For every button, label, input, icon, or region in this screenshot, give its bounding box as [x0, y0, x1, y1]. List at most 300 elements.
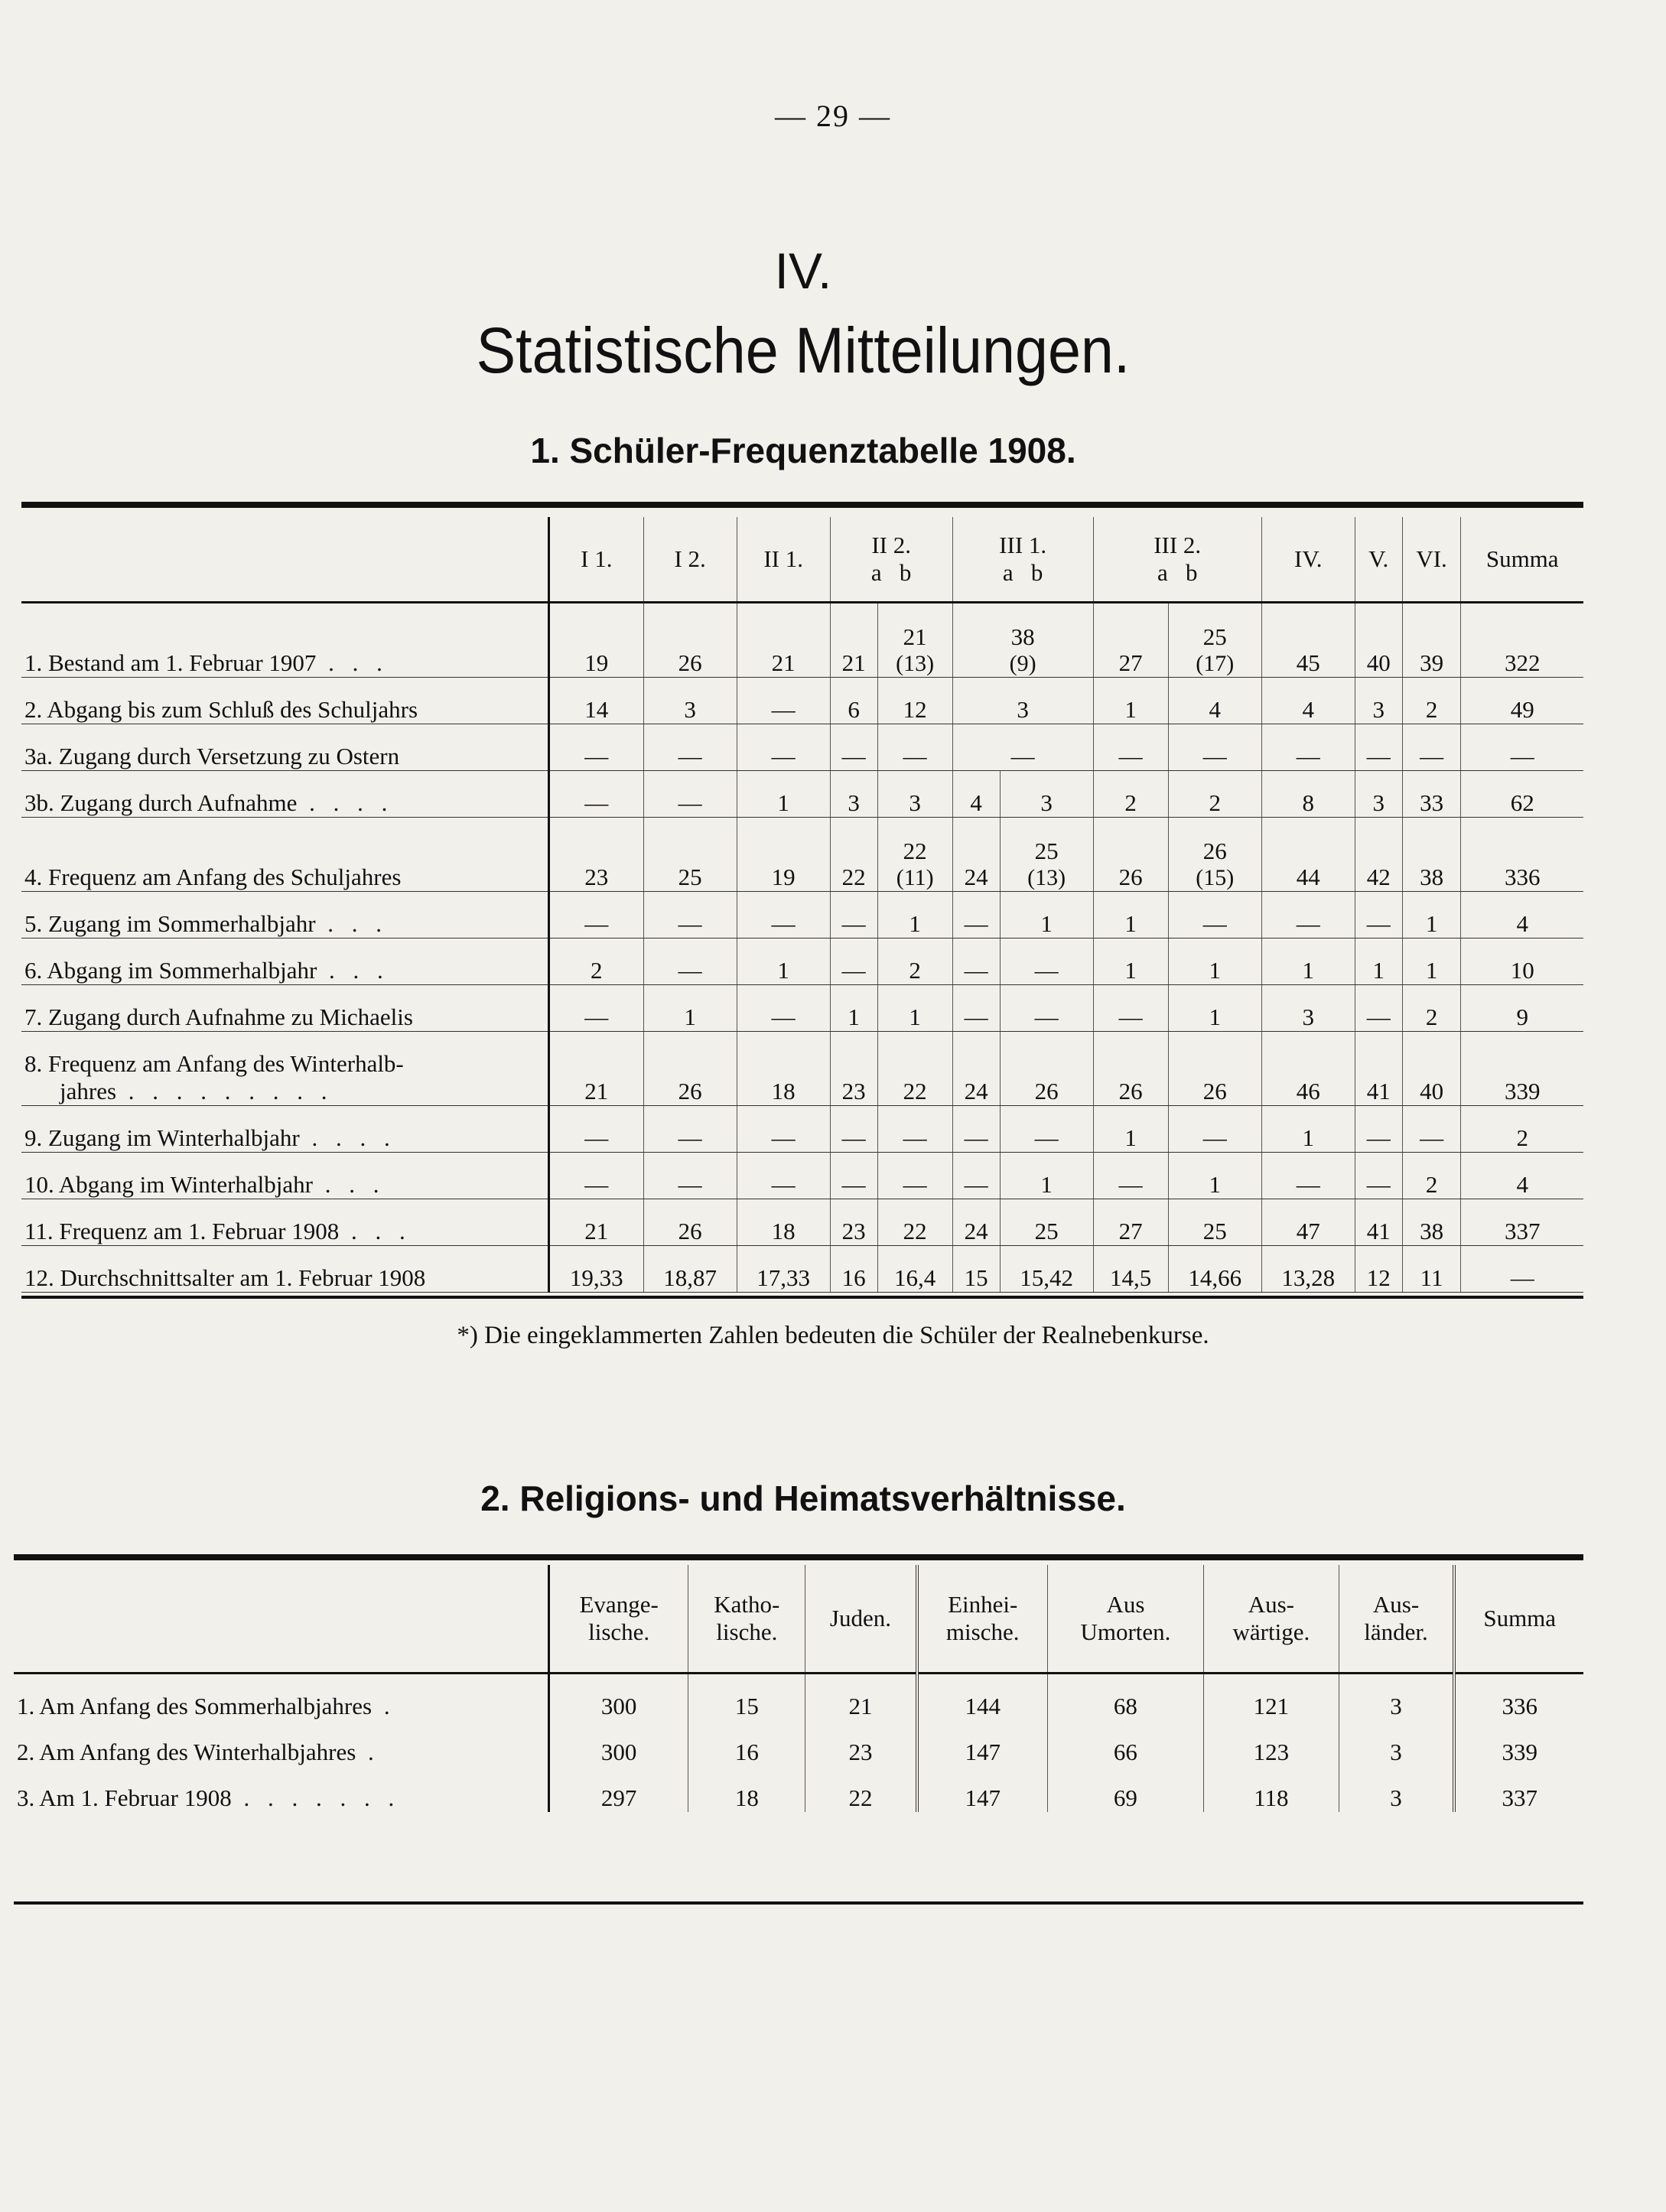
cell-value: 3: [848, 789, 860, 816]
table-cell: [643, 1106, 737, 1153]
table-cell: [643, 892, 737, 938]
cell-value: 18: [771, 1218, 796, 1244]
table-cell: 147: [917, 1766, 1048, 1812]
table-row: [21, 724, 1583, 771]
cell-value: —: [678, 789, 702, 816]
cell-value: —: [1034, 1004, 1059, 1030]
table-cell: [1000, 818, 1093, 892]
col-header-iii1: III 1. a b: [952, 517, 1093, 603]
rel-header-umorten: Aus Umorten.: [1047, 1565, 1203, 1674]
row-label: [21, 1199, 549, 1246]
table-cell: 144: [917, 1674, 1048, 1721]
table-cell: [737, 724, 830, 771]
table-cell: [549, 1153, 644, 1199]
cell-value: 12: [903, 696, 927, 723]
table-row: [21, 892, 1583, 938]
table-cell: [549, 985, 644, 1032]
cell-value: 14,5: [1110, 1264, 1152, 1291]
cell-value: 22: [903, 838, 927, 864]
table-cell: [1000, 892, 1093, 938]
cell-value: 1: [1209, 1171, 1221, 1198]
cell-value: 11: [1420, 1264, 1443, 1291]
table-cell: [877, 1199, 952, 1246]
cell-value: 47: [1296, 1218, 1320, 1244]
cell-value: —: [841, 910, 866, 937]
table-cell: [877, 1246, 952, 1293]
table-cell: [877, 985, 952, 1032]
cell-value: 14: [584, 696, 609, 723]
row-label: [21, 818, 549, 892]
cell-value: 1: [777, 789, 789, 816]
table-cell: 68: [1047, 1674, 1203, 1721]
cell-value: 24: [964, 864, 988, 890]
leader-dots: . . .: [315, 910, 389, 937]
table-cell: [1093, 818, 1168, 892]
cell-value: —: [584, 789, 609, 816]
cell-value: 1: [1425, 957, 1438, 984]
col-header-iv: IV.: [1261, 517, 1355, 603]
cell-value: —: [1118, 1004, 1143, 1030]
table-cell: [737, 1032, 830, 1106]
table-cell: [549, 1246, 644, 1293]
leader-dots: .: [356, 1739, 380, 1765]
table-cell: 300: [549, 1720, 688, 1766]
cell-value: 4: [1516, 1171, 1528, 1198]
table-cell: [877, 818, 952, 892]
table-cell: [830, 724, 877, 771]
table-cell: [1168, 1246, 1261, 1293]
table-cell: [1093, 1032, 1168, 1106]
table-cell: [1168, 1153, 1261, 1199]
table-cell: [643, 603, 737, 678]
leader-dots: . . .: [313, 1171, 386, 1198]
table-cell: [1355, 892, 1402, 938]
cell-value: 21: [584, 1218, 609, 1244]
table-cell: [952, 724, 1093, 771]
table-cell: 339: [1502, 1739, 1537, 1765]
table-cell: 15: [688, 1674, 805, 1721]
row-label: [21, 1106, 549, 1153]
cell-value: 25: [678, 864, 702, 890]
table-cell: [830, 678, 877, 724]
table-row: [14, 1720, 1583, 1766]
table-cell: [1168, 678, 1261, 724]
cell-value: 2: [1425, 1004, 1438, 1030]
row-label-text: 4. Frequenz am Anfang des Schuljahres: [24, 864, 402, 890]
leader-dots: . . .: [339, 1218, 412, 1244]
cell-value: —: [1010, 743, 1035, 769]
table-cell: [1093, 1153, 1168, 1199]
row-label: [21, 985, 549, 1032]
section-1-title: 1. Schüler-Frequenztabelle 1908.: [530, 431, 1076, 470]
table-cell: [737, 1199, 830, 1246]
cell-value: 18,87: [663, 1264, 717, 1291]
cell-value: —: [678, 957, 702, 984]
top-rule: [21, 502, 1583, 508]
row-label: [14, 1720, 549, 1766]
cell-value: 24: [964, 1078, 988, 1104]
table-cell: [1168, 1199, 1261, 1246]
cell-value: 26: [1202, 838, 1227, 864]
cell-value: 33: [1420, 789, 1444, 816]
cell-value: —: [584, 743, 609, 769]
row-label-text: 3b. Zugang durch Aufnahme: [24, 789, 298, 816]
cell-value: —: [1366, 1124, 1391, 1151]
table-cell: [1355, 603, 1402, 678]
rel-header-auswaertig: Aus- wärtige.: [1204, 1565, 1339, 1674]
cell-value: 19: [584, 649, 609, 676]
table-row: [14, 1766, 1583, 1812]
cell-value: 4: [1302, 696, 1314, 723]
table-cell: [643, 678, 737, 724]
table-cell: 23: [805, 1720, 917, 1766]
cell-value: 27: [1118, 1218, 1143, 1244]
table-cell: [1402, 985, 1461, 1032]
table-cell: [1461, 938, 1583, 985]
table-row: [21, 1032, 1583, 1106]
cell-value: —: [678, 1171, 702, 1198]
cell-value: 27: [1118, 649, 1143, 676]
table-cell: [952, 603, 1093, 678]
rel-header-summa: Summa: [1454, 1565, 1583, 1674]
page-number: — 29 —: [775, 99, 891, 133]
cell-value: 38: [1010, 623, 1035, 650]
table-row: [14, 1674, 1583, 1721]
cell-value: 2: [1425, 1171, 1438, 1198]
cell-value: 2: [1209, 789, 1221, 816]
table-cell: [1261, 892, 1355, 938]
table-cell: [1261, 603, 1355, 678]
cell-value: 3: [909, 789, 921, 816]
table-cell: [643, 1199, 737, 1246]
chapter-title: Statistische Mitteilungen.: [476, 314, 1131, 386]
table-cell: [643, 1032, 737, 1106]
leader-dots: . . . .: [299, 1124, 396, 1151]
table-cell: [1000, 1199, 1093, 1246]
cell-value: 1: [777, 957, 789, 984]
leader-dots: . . . . . . . . .: [116, 1078, 334, 1104]
table-cell: [1093, 985, 1168, 1032]
table-cell: [830, 771, 877, 818]
cell-value: —: [1366, 1004, 1391, 1030]
col-header-ii2: II 2. a b: [830, 517, 952, 603]
cell-value: —: [771, 1171, 796, 1198]
table-cell: [1093, 1246, 1168, 1293]
cell-value: 26: [1118, 864, 1143, 890]
cell-value: 1: [909, 910, 921, 937]
cell-value: 40: [1420, 1078, 1444, 1104]
table-cell: [1261, 1246, 1355, 1293]
cell-value: 13,28: [1281, 1264, 1336, 1291]
cell-value: 1: [1124, 910, 1137, 937]
row-label-continuation: jahres: [60, 1078, 117, 1104]
row-label: [21, 678, 549, 724]
cell-value: —: [1034, 957, 1059, 984]
cell-subvalue: (13): [896, 651, 935, 676]
row-label: [21, 724, 549, 771]
table-cell: [737, 1153, 830, 1199]
cell-value: 4: [1209, 696, 1221, 723]
table-cell: [1461, 1199, 1583, 1246]
table-cell: [737, 938, 830, 985]
cell-value: 4: [1516, 910, 1528, 937]
cell-value: 3: [684, 696, 696, 723]
col-header-v: V.: [1355, 517, 1402, 603]
table-cell: [1000, 1153, 1093, 1199]
table-row: [21, 985, 1583, 1032]
table-cell: [877, 724, 952, 771]
table-cell: [1402, 678, 1461, 724]
row-label-text: 8. Frequenz am Anfang des Winterhalb-: [24, 1050, 404, 1077]
table-cell: [1168, 724, 1261, 771]
row-label-text: 2. Abgang bis zum Schluß des Schuljahrs: [24, 696, 418, 723]
cell-value: —: [678, 743, 702, 769]
cell-value: 26: [1202, 1078, 1227, 1104]
table-cell: [1000, 1032, 1093, 1106]
cell-value: 39: [1420, 649, 1444, 676]
cell-value: 2: [1516, 1124, 1528, 1151]
table-cell: [1402, 603, 1461, 678]
row-label: [21, 1032, 549, 1106]
cell-value: 22: [903, 1078, 927, 1104]
cell-value: 16: [841, 1264, 866, 1291]
cell-value: —: [678, 1124, 702, 1151]
cell-value: —: [964, 957, 988, 984]
table-cell: [1461, 1106, 1583, 1153]
cell-value: 25: [1202, 623, 1227, 650]
col-header-summa: Summa: [1461, 517, 1583, 603]
row-label-text: 1. Am Anfang des Sommerhalbjahres: [17, 1693, 373, 1719]
cell-value: 41: [1366, 1078, 1391, 1104]
table-cell: [1355, 1246, 1402, 1293]
table-row: [21, 938, 1583, 985]
leader-dots: . . . . . . .: [231, 1784, 401, 1811]
cell-value: 21: [771, 649, 796, 676]
cell-value: 1: [1124, 957, 1137, 984]
cell-value: 8: [1302, 789, 1314, 816]
table-cell: [1261, 1153, 1355, 1199]
table-cell: [1355, 771, 1402, 818]
cell-value: —: [1034, 1124, 1059, 1151]
cell-value: 22: [841, 864, 866, 890]
table-cell: [830, 1032, 877, 1106]
table-cell: 3: [1339, 1766, 1454, 1812]
table-cell: [643, 1246, 737, 1293]
row-label: [21, 1246, 549, 1293]
cell-value: —: [584, 1171, 609, 1198]
table-cell: [877, 771, 952, 818]
frequency-header-row: [21, 517, 1583, 603]
table-cell: [1261, 985, 1355, 1032]
cell-value: —: [771, 1124, 796, 1151]
table-cell: [952, 1199, 1000, 1246]
table-cell: [737, 771, 830, 818]
cell-value: 21: [841, 649, 866, 676]
table-cell: 123: [1204, 1720, 1339, 1766]
table-cell: [1402, 724, 1461, 771]
cell-value: —: [1118, 743, 1143, 769]
table-row: [21, 771, 1583, 818]
table-cell: [1093, 1106, 1168, 1153]
cell-value: —: [1296, 910, 1320, 937]
table-cell: [643, 985, 737, 1032]
cell-value: 336: [1504, 864, 1541, 890]
cell-value: —: [964, 910, 988, 937]
cell-value: —: [1296, 1171, 1320, 1198]
cell-value: 38: [1420, 1218, 1444, 1244]
cell-value: 1: [1040, 1171, 1053, 1198]
cell-value: 1: [909, 1004, 921, 1030]
table-row: [21, 1246, 1583, 1293]
table-cell: [1093, 724, 1168, 771]
cell-value: 40: [1366, 649, 1391, 676]
cell-value: 10: [1510, 957, 1534, 984]
table-cell: [1000, 1106, 1093, 1153]
table-cell: [1355, 678, 1402, 724]
table-cell: 118: [1204, 1766, 1339, 1812]
col-header-i2: I 2.: [643, 517, 737, 603]
table-cell: [1461, 818, 1583, 892]
row-label-text: 7. Zugang durch Aufnahme zu Michaelis: [24, 1004, 413, 1030]
table-cell: [1355, 938, 1402, 985]
table-cell: [549, 818, 644, 892]
row-label: [21, 892, 549, 938]
table-cell: [952, 1153, 1000, 1199]
table-cell: [1461, 724, 1583, 771]
table-cell: [1168, 771, 1261, 818]
table-cell: 3: [1339, 1674, 1454, 1721]
cell-value: 1: [684, 1004, 696, 1030]
table-cell: [952, 818, 1000, 892]
table-cell: [1461, 1032, 1583, 1106]
row-label: [14, 1766, 549, 1812]
cell-value: —: [964, 1171, 988, 1198]
cell-subvalue: (9): [1009, 651, 1036, 676]
cell-value: 3: [1040, 789, 1053, 816]
cell-value: 14,66: [1188, 1264, 1242, 1291]
cell-value: 44: [1296, 864, 1320, 890]
table-cell: [1000, 985, 1093, 1032]
table-cell: [1461, 892, 1583, 938]
table-cell: [877, 1106, 952, 1153]
rel-header-juden: Juden.: [805, 1565, 917, 1674]
table-cell: [1093, 771, 1168, 818]
table-cell: [1000, 1246, 1093, 1293]
cell-value: —: [584, 910, 609, 937]
cell-subvalue: (17): [1196, 651, 1235, 676]
table-row: [21, 603, 1583, 678]
table-row: [21, 1199, 1583, 1246]
cell-value: 1: [1209, 957, 1221, 984]
row-label: [21, 938, 549, 985]
table-cell: [1355, 1153, 1402, 1199]
rel-header-evangelisch: Evange- lische.: [549, 1565, 688, 1674]
table-cell: [952, 678, 1093, 724]
table-cell: [1355, 1106, 1402, 1153]
table-cell: [877, 1153, 952, 1199]
rel-header-einheimisch: Einhei- mische.: [917, 1565, 1048, 1674]
table-cell: [830, 603, 877, 678]
frequency-table: [21, 517, 1583, 1293]
cell-value: 1: [1124, 1124, 1137, 1151]
cell-value: 15: [964, 1264, 988, 1291]
col-header-i1: I 1.: [549, 517, 644, 603]
cell-value: —: [841, 1171, 866, 1198]
table-cell: [737, 1246, 830, 1293]
col-header-ii1: II 1.: [737, 517, 830, 603]
cell-value: 4: [970, 789, 982, 816]
table-cell: 3: [1339, 1720, 1454, 1766]
row-label-text: 5. Zugang im Sommerhalbjahr: [24, 910, 316, 937]
cell-subvalue: (15): [1196, 865, 1235, 890]
cell-value: 23: [841, 1078, 866, 1104]
cell-value: 24: [964, 1218, 988, 1244]
cell-value: —: [1296, 743, 1320, 769]
cell-value: 2: [1124, 789, 1137, 816]
cell-value: 18: [771, 1078, 796, 1104]
cell-value: 6: [848, 696, 860, 723]
cell-value: —: [1420, 1124, 1444, 1151]
table-cell: [830, 818, 877, 892]
row-label-text: 3a. Zugang durch Versetzung zu Ostern: [24, 743, 400, 769]
cell-value: 322: [1504, 649, 1541, 676]
row-label: [14, 1674, 549, 1721]
table-cell: [1093, 938, 1168, 985]
cell-value: 3: [1302, 1004, 1314, 1030]
cell-value: —: [1420, 743, 1444, 769]
table-cell: [1261, 771, 1355, 818]
table-cell: [737, 892, 830, 938]
table-cell: [1168, 1106, 1261, 1153]
row-label-text: 11. Frequenz am 1. Februar 1908: [24, 1218, 340, 1244]
table-cell: [1261, 1199, 1355, 1246]
cell-value: 42: [1366, 864, 1391, 890]
table-bottom-rule: [21, 1296, 1583, 1299]
table-cell: [830, 1199, 877, 1246]
cell-value: —: [1510, 1264, 1534, 1291]
row-label-text: 2. Am Anfang des Winterhalbjahres: [17, 1739, 356, 1765]
cell-value: 21: [903, 623, 927, 650]
table-cell: [737, 818, 830, 892]
table-cell: 66: [1047, 1720, 1203, 1766]
table-cell: [1461, 985, 1583, 1032]
table-cell: [1168, 938, 1261, 985]
cell-value: —: [903, 1171, 927, 1198]
table-cell: [1093, 678, 1168, 724]
col-header-iii2: III 2. a b: [1093, 517, 1261, 603]
table-cell: [1168, 985, 1261, 1032]
table-cell: [1461, 603, 1583, 678]
cell-value: 1: [848, 1004, 860, 1030]
cell-value: —: [903, 1124, 927, 1151]
table-cell: [1093, 603, 1168, 678]
table-cell: [1168, 603, 1261, 678]
table-cell: [1168, 818, 1261, 892]
cell-value: 3: [1372, 696, 1385, 723]
table-cell: [1402, 1106, 1461, 1153]
cell-value: 25: [1034, 1218, 1059, 1244]
table-cell: 337: [1502, 1784, 1537, 1811]
cell-value: 2: [909, 957, 921, 984]
table-cell: [1261, 724, 1355, 771]
cell-value: 22: [903, 1218, 927, 1244]
section-2-title: 2. Religions- und Heimatsverhältnisse.: [480, 1478, 1126, 1518]
table-cell: [549, 603, 644, 678]
table-cell: [1168, 1032, 1261, 1106]
cell-value: 16,4: [894, 1264, 936, 1291]
table-cell: [1261, 1106, 1355, 1153]
cell-value: 17,33: [757, 1264, 811, 1291]
